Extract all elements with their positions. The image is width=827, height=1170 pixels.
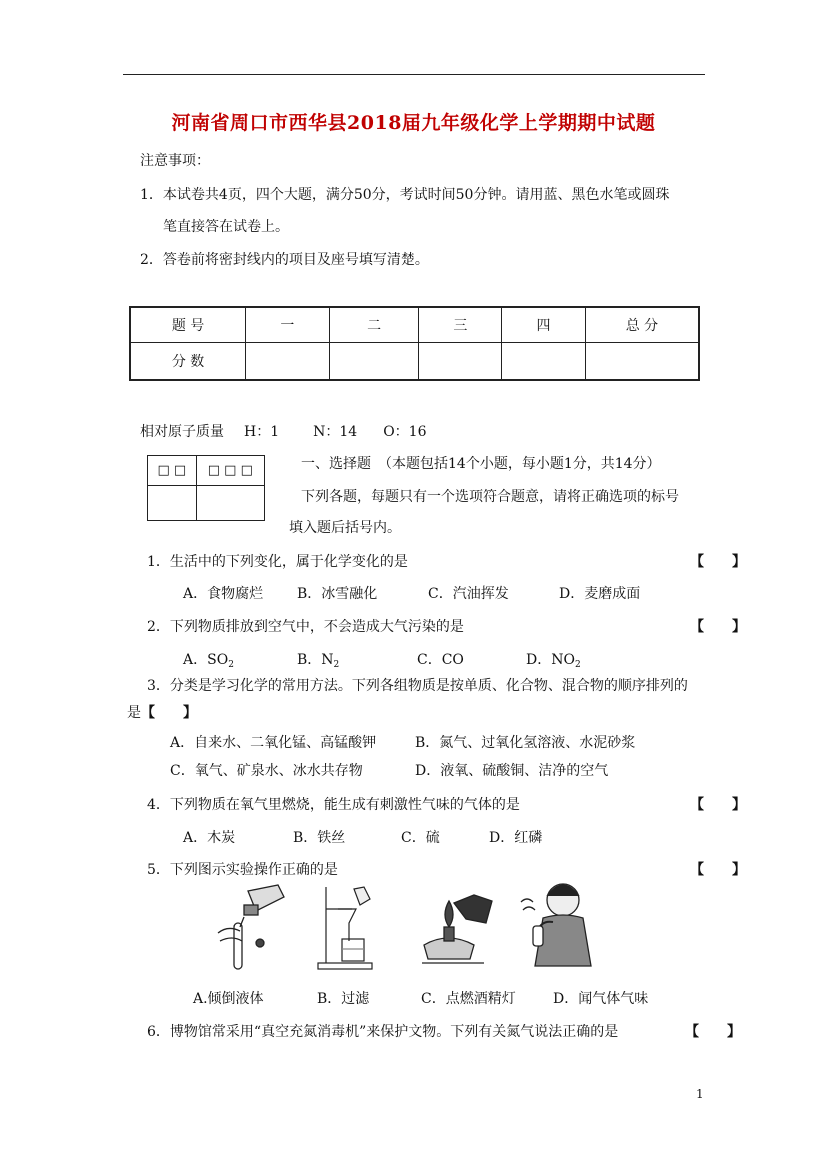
question-5-option-a: A.倾倒液体 <box>193 991 264 1007</box>
answer-bracket[interactable]: 【 】 <box>690 554 746 570</box>
header-cell: 二 <box>329 307 419 343</box>
question-5-option-c: C．点燃酒精灯 <box>421 991 516 1007</box>
notice-item-1-cont: 笔直接答在试卷上。 <box>163 219 289 235</box>
question-1-option-c: C．汽油挥发 <box>428 586 509 602</box>
filtration-illustration <box>316 883 378 971</box>
pouring-liquid-illustration <box>208 883 286 971</box>
page-number: 1 <box>696 1087 704 1101</box>
section-1-heading: 一、选择题 （本题包括14个小题，每小题1分，共14分） <box>301 456 661 472</box>
atomic-mass-n: N：14 <box>313 424 358 440</box>
score-table-header-row <box>130 307 699 343</box>
question-4-stem: 4．下列物质在氧气里燃烧，能生成有刺激性气味的气体的是 <box>147 797 520 813</box>
atomic-mass-label: 相对原子质量 <box>140 424 224 440</box>
question-3-stem: 3．分类是学习化学的常用方法。下列各组物质是按单质、化合物、混合物的顺序排列的 <box>147 678 688 694</box>
answer-bracket[interactable]: 【 】 <box>685 1024 741 1040</box>
header-cell: 题 号 <box>130 307 246 343</box>
question-3-stem-cont: 是【 】 <box>127 705 197 721</box>
question-2-option-a: A．$SO_2$ <box>183 652 234 670</box>
question-3-option-b: B．氮气、过氧化氢溶液、水泥砂浆 <box>415 735 636 751</box>
page-title: 河南省周口市西华县2018届九年级化学上学期期中试题 <box>171 112 656 134</box>
smelling-gas-illustration <box>517 878 603 970</box>
notice-heading: 注意事项： <box>140 153 210 169</box>
grader-box-score-cell[interactable] <box>148 486 197 521</box>
row-label: 分 数 <box>130 343 246 381</box>
question-3-option-d: D．液氧、硫酸铜、洁净的空气 <box>415 763 609 779</box>
question-3-option-a: A．自来水、二氧化锰、高锰酸钾 <box>170 735 377 751</box>
question-4-option-b: B．铁丝 <box>293 830 346 846</box>
question-1-option-a: A．食物腐烂 <box>183 586 264 602</box>
question-4-option-a: A．木炭 <box>183 830 236 846</box>
question-6-stem: 6．博物馆常采用“真空充氮消毒机”来保护文物。下列有关氮气说法正确的是 <box>147 1024 619 1040</box>
question-5-stem: 5．下列图示实验操作正确的是 <box>147 862 338 878</box>
grader-box-grader-cell[interactable] <box>196 486 264 521</box>
answer-bracket[interactable]: 【 】 <box>690 862 746 878</box>
score-cell[interactable] <box>246 343 330 381</box>
score-table <box>129 306 700 381</box>
question-4-option-c: C．硫 <box>401 830 440 846</box>
alcohol-lamp-illustration <box>414 883 500 971</box>
header-cell: 总 分 <box>585 307 699 343</box>
question-5-option-b: B．过滤 <box>317 991 370 1007</box>
question-1-stem: 1．生活中的下列变化，属于化学变化的是 <box>147 554 408 570</box>
question-1-option-b: B．冰雪融化 <box>297 586 378 602</box>
question-2-option-d: D．$NO_2$ <box>526 652 581 670</box>
question-2-option-c: C．CO <box>417 652 464 668</box>
notice-item-2: 2．答卷前将密封线内的项目及座号填写清楚。 <box>140 252 429 268</box>
score-cell[interactable] <box>419 343 502 381</box>
answer-bracket[interactable]: 【 】 <box>141 705 197 721</box>
question-1-option-d: D．麦磨成面 <box>559 586 641 602</box>
answer-bracket[interactable]: 【 】 <box>690 797 746 813</box>
grader-box <box>147 455 265 521</box>
question-2-option-b: B．$N_2$ <box>297 652 340 670</box>
answer-bracket[interactable]: 【 】 <box>690 619 746 635</box>
section-1-instructions: 下列各题，每题只有一个选项符合题意，请将正确选项的标号 <box>301 489 679 505</box>
question-5-option-d: D．闻气体气味 <box>553 991 649 1007</box>
score-cell[interactable] <box>329 343 419 381</box>
header-cell: 四 <box>502 307 586 343</box>
question-2-stem: 2．下列物质排放到空气中，不会造成大气污染的是 <box>147 619 464 635</box>
header-rule <box>123 74 705 75</box>
score-cell[interactable] <box>502 343 586 381</box>
grader-box-grader-label: □ □ □ <box>196 456 264 486</box>
atomic-mass-h: H：1 <box>244 424 280 440</box>
section-1-instructions-cont: 填入题后括号内。 <box>289 520 401 536</box>
atomic-mass-line <box>140 421 427 441</box>
score-table-score-row <box>130 343 699 381</box>
question-4-option-d: D．红磷 <box>489 830 543 846</box>
question-3-option-c: C．氧气、矿泉水、冰水共存物 <box>170 763 363 779</box>
atomic-mass-o: O：16 <box>383 424 427 440</box>
header-cell: 三 <box>419 307 502 343</box>
score-cell[interactable] <box>585 343 699 381</box>
notice-item-1: 1．本试卷共4页，四个大题，满分50分，考试时间50分钟。请用蓝、黑色水笔或圆珠 <box>140 187 670 203</box>
header-cell: 一 <box>246 307 330 343</box>
grader-box-score-label: □ □ <box>148 456 197 486</box>
